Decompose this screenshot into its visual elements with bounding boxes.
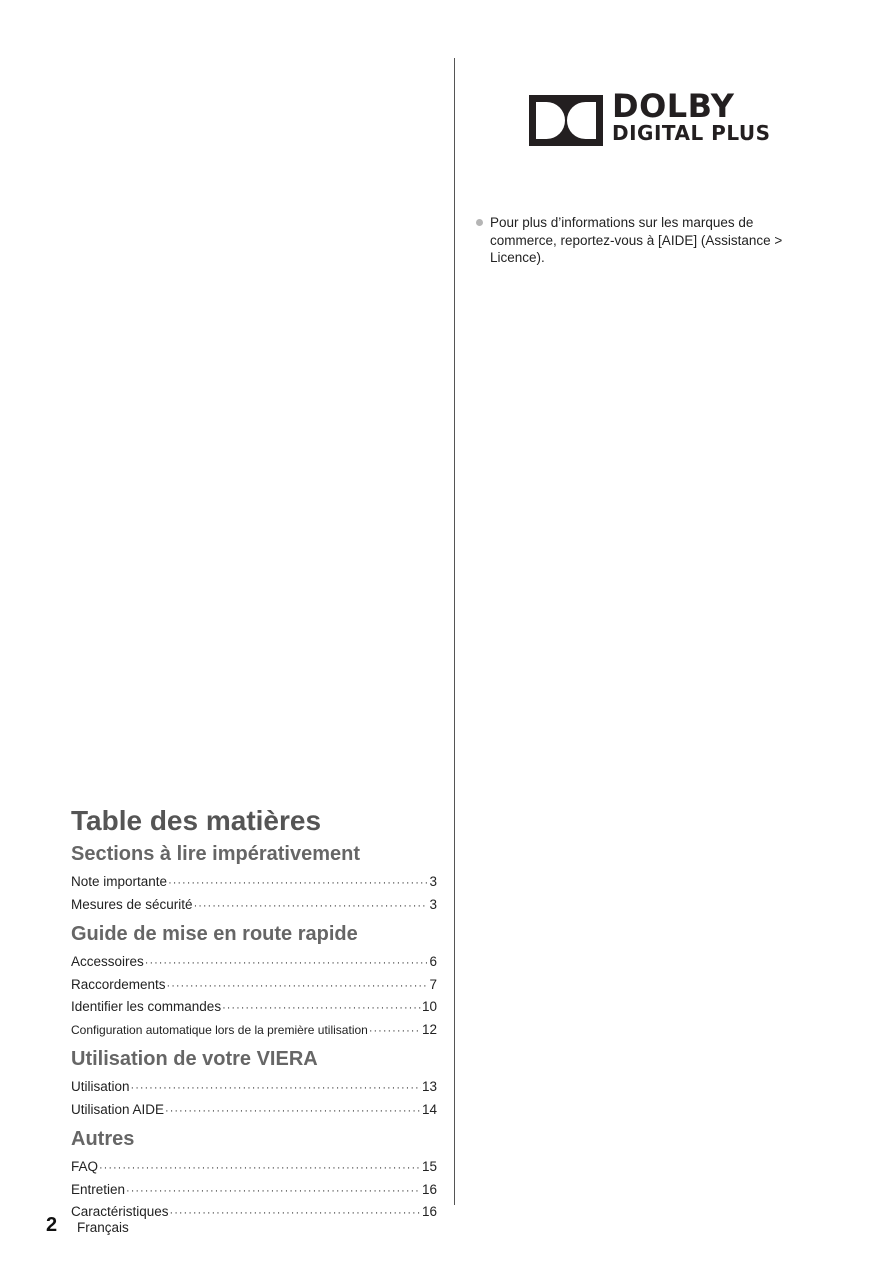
toc-section-heading: Sections à lire impérativement: [71, 843, 361, 865]
toc-entry-label: Configuration automatique lors de la première utilisation: [71, 1022, 368, 1037]
dolby-logo-sub: DIGITAL PLUS: [612, 121, 771, 145]
dot-leader: [170, 1202, 421, 1224]
toc-section-heading: Guide de mise en route rapide: [71, 923, 358, 945]
toc-entry-label: Utilisation AIDE: [71, 1101, 165, 1117]
toc-entry-label: Caractéristiques: [71, 1204, 169, 1219]
toc-entry-page: 15: [421, 1159, 437, 1174]
dolby-digital-plus-logo: [529, 87, 789, 148]
dot-leader: [165, 1100, 421, 1122]
toc-entry[interactable]: [71, 1099, 437, 1122]
column-divider: [454, 58, 455, 1205]
toc-entry-page: 10: [421, 999, 437, 1014]
toc-entry-page: 12: [421, 1021, 437, 1037]
toc-entry[interactable]: [71, 1179, 437, 1202]
dot-leader: [369, 1020, 421, 1042]
dot-leader: [222, 997, 421, 1019]
language-label: Français: [77, 1220, 129, 1235]
toc-entry-label: Note importante: [71, 874, 168, 889]
toc-entry[interactable]: [71, 1019, 437, 1042]
dot-leader: [99, 1157, 421, 1179]
dot-leader: [168, 872, 428, 894]
toc-entry-page: 13: [421, 1079, 437, 1094]
toc-entry-page: 6: [429, 954, 437, 969]
toc-entry-page: 3: [429, 874, 437, 889]
toc-section-heading: Autres: [71, 1128, 135, 1150]
toc-title: Table des matières: [71, 805, 322, 836]
dolby-double-d-icon: [529, 95, 603, 146]
toc-section: [71, 921, 437, 1041]
toc-entry-label: Raccordements: [71, 976, 166, 992]
toc-section: [71, 1126, 437, 1224]
toc-entry-label: Identifier les commandes: [71, 999, 222, 1014]
dot-leader: [145, 952, 429, 974]
toc-entry[interactable]: [71, 974, 437, 997]
page-number: 2: [46, 1214, 58, 1236]
toc-entry[interactable]: [71, 894, 437, 917]
toc-entry-page: 16: [421, 1204, 437, 1219]
bullet-icon: [476, 219, 483, 226]
trademark-note: [476, 214, 821, 267]
toc-entry[interactable]: [71, 951, 437, 974]
toc-entry[interactable]: [71, 1076, 437, 1099]
toc-entry-label: Utilisation: [71, 1079, 130, 1094]
toc-section: [71, 1046, 437, 1121]
dot-leader: [131, 1077, 421, 1099]
toc-section: [71, 841, 437, 916]
dot-leader: [167, 975, 429, 997]
toc-entry[interactable]: [71, 1156, 437, 1179]
toc-section-heading: Utilisation de votre VIERA: [71, 1048, 318, 1070]
dolby-logo-brand: DOLBY: [612, 87, 735, 125]
toc-entry[interactable]: [71, 996, 437, 1019]
toc-entry-label: FAQ: [71, 1159, 99, 1174]
toc-entry-page: 16: [421, 1181, 437, 1197]
trademark-note-text: Pour plus d’informations sur les marques de commerce, reportez-vous à [AIDE] (Assistance > Licence).: [490, 215, 783, 265]
dot-leader: [194, 895, 429, 917]
toc-entry-page: 14: [421, 1101, 437, 1117]
toc-entry-label: Mesures de sécurité: [71, 896, 193, 912]
table-of-contents: [71, 803, 437, 1224]
dot-leader: [126, 1180, 421, 1202]
toc-entry[interactable]: [71, 871, 437, 894]
toc-entry-page: 7: [429, 976, 437, 992]
toc-entry-label: Accessoires: [71, 954, 144, 969]
toc-entry-label: Entretien: [71, 1181, 126, 1197]
toc-entry-page: 3: [429, 896, 437, 912]
